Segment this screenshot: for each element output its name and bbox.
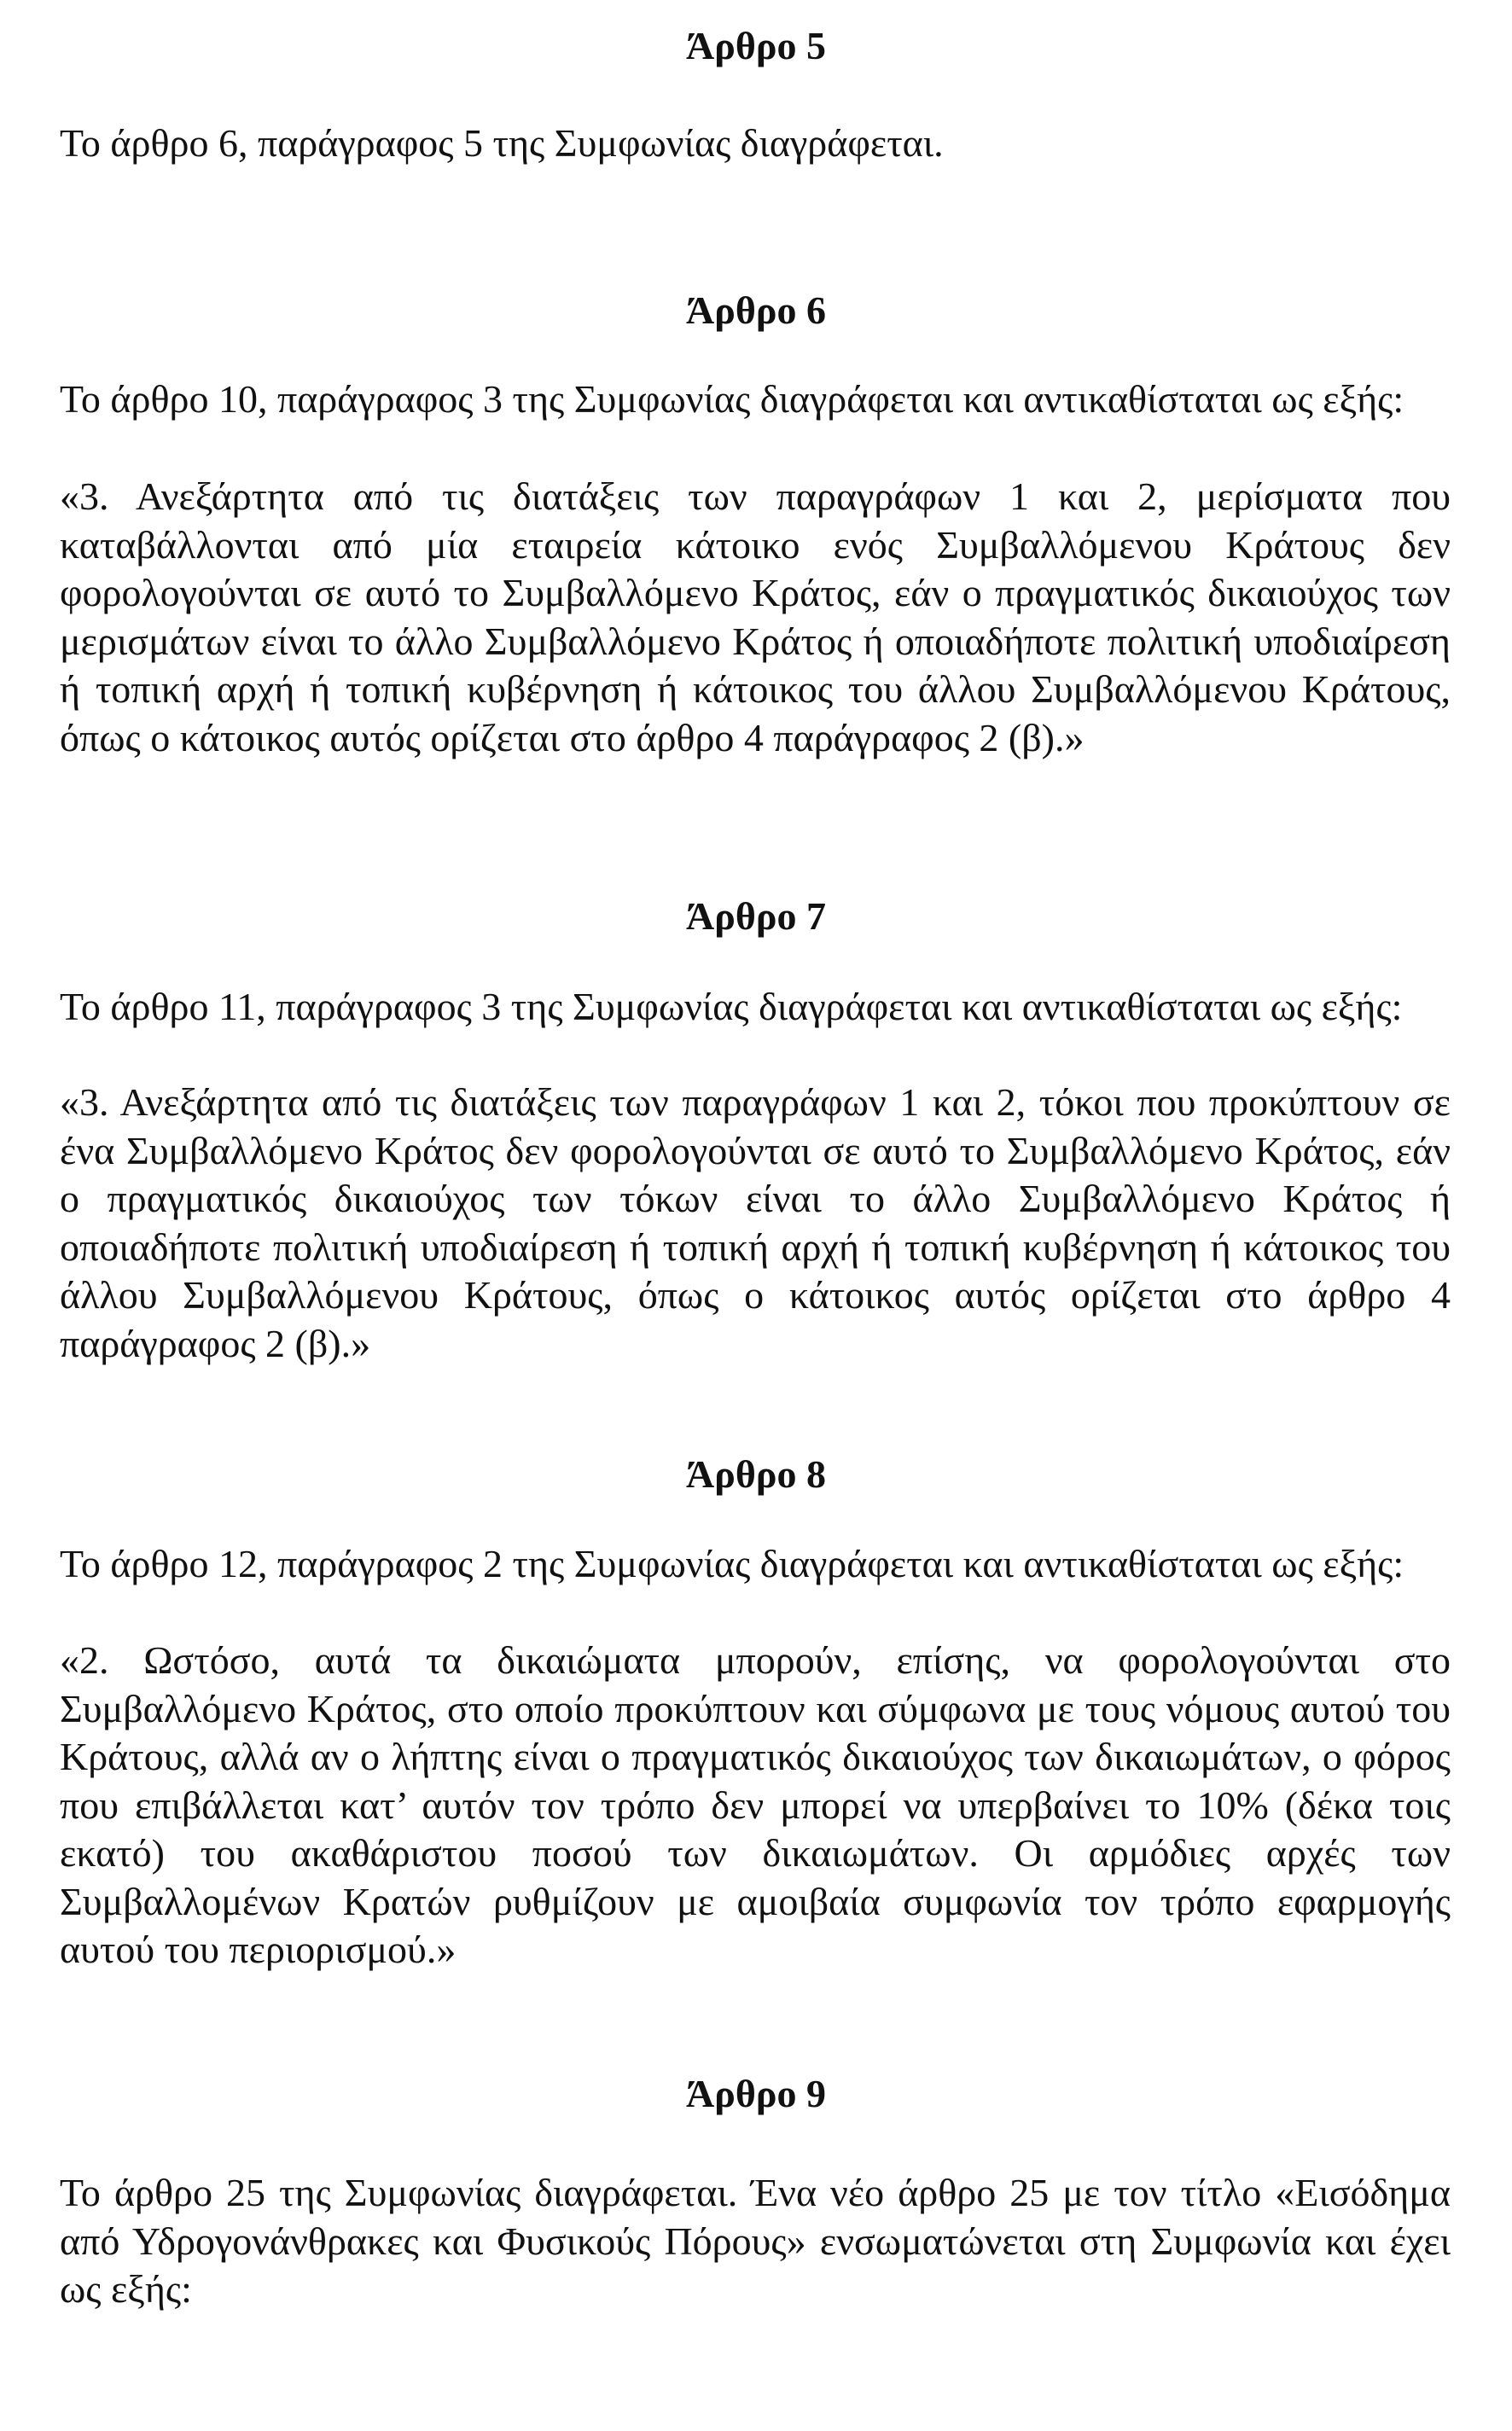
article-6-paragraph-2: «3. Ανεξάρτητα από τις διατάξεις των παραγράφων 1 και 2, μερίσματα που καταβάλλονται από μία εταιρεία κάτοικο ενός Συμβαλλόμενου Κράτους δεν φορολογούνται σε αυτό το Συμβαλλόμενο Κράτος, εάν ο πραγματικός δικαιούχος των μερισμάτων είναι το άλλο Συμβαλλόμενο Κράτος ή οποιαδήποτε πολιτική υποδιαίρεση ή τοπική αρχή ή τοπική κυβέρνηση ή κάτοικος του άλλου Συμβαλλόμενου Κράτους, όπως ο κάτοικος αυτός ορίζεται στο άρθρο 4 παράγραφος 2 (β).» [60, 474, 1451, 759]
article-7-paragraph-1: Το άρθρο 11, παράγραφος 3 της Συμφωνίας διαγράφεται και αντικαθίσταται ως εξής: [60, 985, 1403, 1028]
article-5-paragraph-1: Το άρθρο 6, παράγραφος 5 της Συμφωνίας διαγράφεται. [60, 121, 944, 165]
article-7-heading: Άρθρο 7 [686, 894, 826, 938]
article-8-heading: Άρθρο 8 [686, 1452, 826, 1496]
article-8-paragraph-1: Το άρθρο 12, παράγραφος 2 της Συμφωνίας διαγράφεται και αντικαθίσταται ως εξής: [60, 1542, 1404, 1585]
article-6-heading: Άρθρο 6 [686, 288, 826, 332]
article-9-paragraph-1: Το άρθρο 25 της Συμφωνίας διαγράφεται. Ένα νέο άρθρο 25 με τον τίτλο «Εισόδημα από Υδρογονάνθρακες και Φυσικούς Πόρους» ενσωματώνεται στη Συμφωνία και έχει ως εξής: [60, 2171, 1451, 2311]
article-7-paragraph-2: «3. Ανεξάρτητα από τις διατάξεις των παραγράφων 1 και 2, τόκοι που προκύπτουν σε ένα Συμβαλλόμενο Κράτος δεν φορολογούνται σε αυτό το Συμβαλλόμενο Κράτος, εάν ο πραγματικός δικαιούχος των τόκων είναι το άλλο Συμβαλλόμενο Κράτος ή οποιαδήποτε πολιτική υποδιαίρεση ή τοπική αρχή ή τοπική κυβέρνηση ή κάτοικος του άλλου Συμβαλλόμενου Κράτους, όπως ο κάτοικος αυτός ορίζεται στο άρθρο 4 παράγραφος 2 (β).» [60, 1080, 1451, 1365]
article-6-paragraph-1: Το άρθρο 10, παράγραφος 3 της Συμφωνίας διαγράφεται και αντικαθίσταται ως εξής: [60, 377, 1404, 421]
article-8-paragraph-2: «2. Ωστόσο, αυτά τα δικαιώματα μπορούν, επίσης, να φορολογούνται στο Συμβαλλόμενο Κράτος, στο οποίο προκύπτουν και σύμφωνα με τους νόμους αυτού του Κράτους, αλλά αν ο λήπτης είναι ο πραγματικός δικαιούχος των δικαιωμάτων, ο φόρος που επιβάλλεται κατ’ αυτόν τον τρόπο δεν μπορεί να υπερβαίνει το 10% (δέκα τοις εκατό) του ακαθάριστου ποσού των δικαιωμάτων. Οι αρμόδιες αρχές των Συμβαλλομένων Κρατών ρυθμίζουν με αμοιβαία συμφωνία τον τρόπο εφαρμογής αυτού του περιορισμού.» [60, 1638, 1451, 1971]
article-5-heading: Άρθρο 5 [686, 24, 826, 67]
article-9-heading: Άρθρο 9 [686, 2072, 826, 2115]
